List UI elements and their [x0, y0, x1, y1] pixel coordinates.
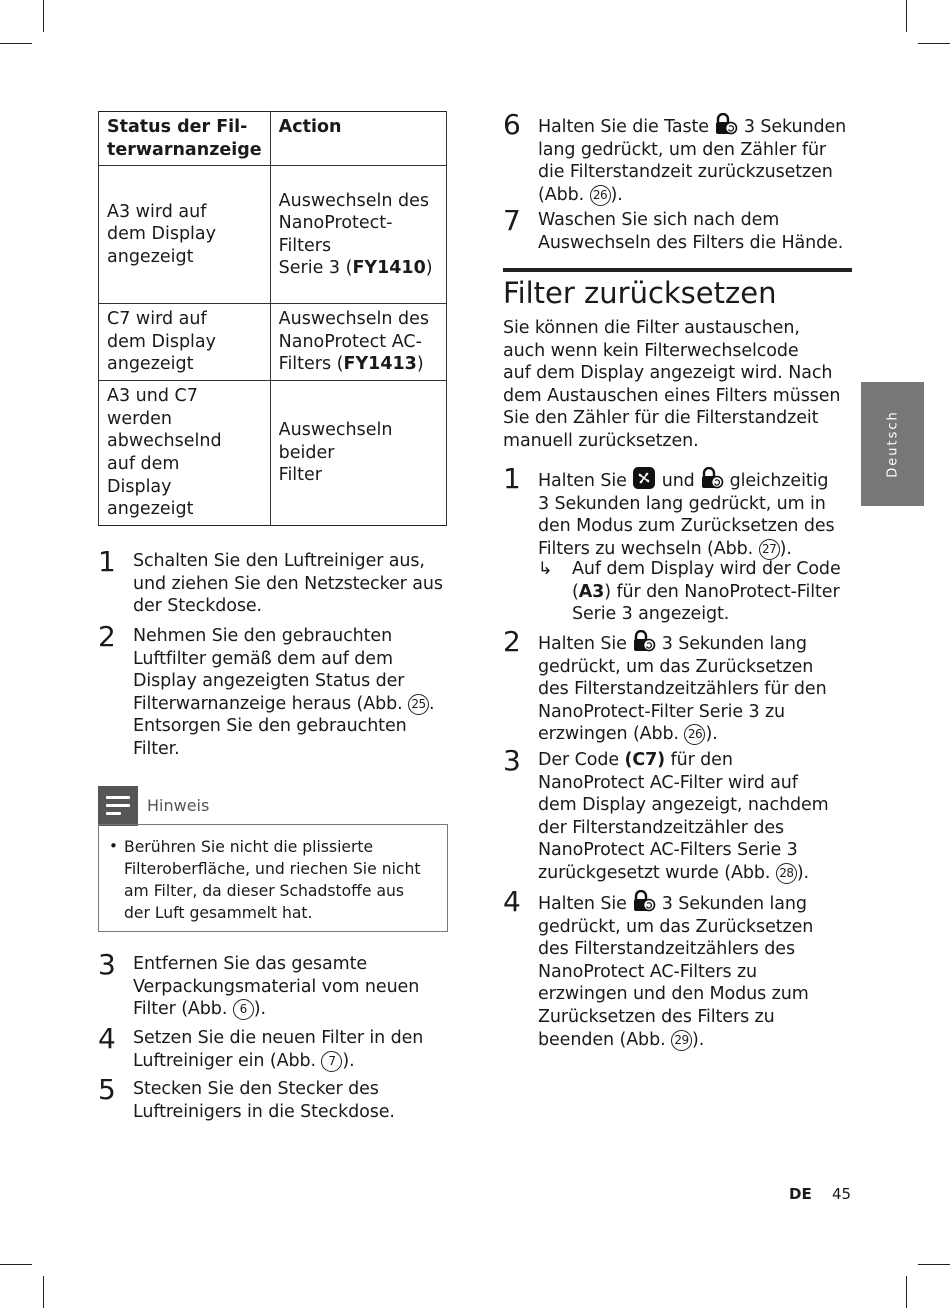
- step-number: 5: [98, 1073, 116, 1106]
- side-tab-label: Deutsch: [885, 410, 900, 478]
- step-text: Der Code (C7) für den NanoProtect AC-Filter wird auf dem Display angezeigt, nachdem der Filterstandzeitzähler des NanoProtect AC-Filters Serie 3 zurückgesetzt wurde (Abb. 28 ).: [538, 750, 829, 883]
- table-row: [99, 381, 447, 526]
- crop-mark: [918, 43, 950, 44]
- step-text: Halten Sie die Taste 3 Sekunden lang gedrückt, um den Zähler für die Filterstandzeit zurückzusetzen (Abb. 26 ).: [538, 113, 858, 206]
- figure-ref: 26: [684, 724, 705, 745]
- step-text: Setzen Sie die neuen Filter in den Luftreiniger ein (Abb. 7 ).: [133, 1028, 424, 1071]
- step-number: 2: [503, 625, 521, 658]
- figure-ref: 7: [321, 1051, 342, 1072]
- lock-reset-icon: [714, 113, 738, 135]
- table-cell-action: Auswechseln beider Filter: [270, 381, 446, 526]
- section-rule: [503, 268, 852, 272]
- figure-ref: 25: [408, 694, 429, 715]
- note-text: Berühren Sie nicht die plissierte Filteroberfläche, und riechen Sie nicht am Filter, da dieser Schadstoffe aus der Luft gesammelt hat.: [124, 838, 421, 922]
- step-number: 2: [98, 620, 116, 653]
- step-text: Schalten Sie den Luftreiniger aus, und ziehen Sie den Netzstecker aus der Steckdose.: [133, 551, 443, 617]
- note-header: [98, 786, 447, 826]
- table-cell-action: Auswechseln des NanoProtect AC- Filters (FY1413): [270, 304, 446, 381]
- fan-icon: [632, 467, 656, 489]
- footer-lang: DE: [789, 1185, 812, 1203]
- step-text: Stecken Sie den Stecker des Luftreinigers in die Steckdose.: [133, 1079, 395, 1122]
- crop-mark: [906, 1276, 907, 1308]
- crop-mark: [918, 1264, 950, 1265]
- crop-mark: [0, 43, 32, 44]
- step-text: Halten Sie und gleichzeitig 3 Sekunden lang gedrückt, um in den Modus zum Zurücksetzen des Filters zu wechseln (Abb. 27 ).: [538, 467, 858, 560]
- note-bullet: •: [109, 837, 118, 855]
- step-text: Halten Sie 3 Sekunden lang gedrückt, um das Zurücksetzen des Filterstandzeitzählers für den NanoProtect-Filter Serie 3 zu erzwingen (Abb. 26 ).: [538, 630, 858, 746]
- lock-reset-icon: [700, 467, 724, 489]
- crop-mark: [0, 1264, 32, 1265]
- figure-ref: 27: [759, 539, 780, 560]
- table-header-action: Action: [270, 112, 446, 166]
- section-intro: Sie können die Filter austauschen, auch wenn kein Filterwechselcode auf dem Display angezeigt wird. Nach dem Austauschen eines Filters müssen Sie den Zähler für die Filterstandzeit manuell zurücksetzen.: [503, 318, 841, 451]
- lock-reset-icon: [632, 630, 656, 652]
- figure-ref: 28: [776, 863, 797, 884]
- table-cell-status: C7 wird auf dem Display angezeigt: [99, 304, 271, 381]
- step-text: Halten Sie 3 Sekunden lang gedrückt, um das Zurücksetzen des Filterstandzeitzählers des NanoProtect AC-Filters zu erzwingen und den Modus zum Zurücksetzen des Filters zu beenden (Abb. 29 ).: [538, 890, 858, 1051]
- crop-mark: [43, 1276, 44, 1308]
- table-cell-action: Auswechseln des NanoProtect-Filters Serie 3 (FY1410): [270, 166, 446, 304]
- step-text: Entfernen Sie das gesamte Verpackungsmaterial vom neuen Filter (Abb. 6 ).: [133, 954, 420, 1020]
- step-number: 1: [503, 462, 521, 495]
- table-row: [99, 166, 447, 304]
- step-number: 3: [503, 744, 521, 777]
- result-arrow: ↳: [538, 559, 553, 579]
- crop-mark: [43, 0, 44, 32]
- table-cell-status: A3 und C7 werden abwechselnd auf dem Display angezeigt: [99, 381, 271, 526]
- language-side-tab: [861, 382, 924, 506]
- step-text: Nehmen Sie den gebrauchten Luftfilter gemäß dem auf dem Display angezeigten Status der Filterwarnanzeige heraus (Abb. 25 . Entsorgen Sie den gebrauchten Filter.: [133, 626, 435, 759]
- note-box: [98, 824, 448, 932]
- table-cell-status: A3 wird auf dem Display angezeigt: [99, 166, 271, 304]
- step-text: Waschen Sie sich nach dem Auswechseln des Filters die Hände.: [538, 210, 844, 253]
- table-header-status: Status der Fil- terwarnanzeige: [99, 112, 271, 166]
- crop-mark: [906, 0, 907, 32]
- lock-reset-icon: [632, 890, 656, 912]
- note-label: Hinweis: [147, 796, 210, 815]
- figure-ref: 29: [671, 1030, 692, 1051]
- step-number: 7: [503, 204, 521, 237]
- result-text: Auf dem Display wird der Code (A3) für den NanoProtect-Filter Serie 3 angezeigt.: [572, 559, 841, 625]
- table-row: [99, 304, 447, 381]
- figure-ref: 6: [233, 999, 254, 1020]
- section-title: Filter zurücksetzen: [503, 276, 777, 310]
- step-number: 3: [98, 948, 116, 981]
- step-number: 1: [98, 545, 116, 578]
- filter-status-table: [98, 111, 447, 526]
- page-number: 45: [832, 1185, 852, 1203]
- step-number: 6: [503, 108, 521, 141]
- step-number: 4: [98, 1022, 116, 1055]
- note-icon: [98, 786, 138, 826]
- table-header-row: [99, 112, 447, 166]
- step-number: 4: [503, 885, 521, 918]
- figure-ref: 26: [590, 185, 611, 206]
